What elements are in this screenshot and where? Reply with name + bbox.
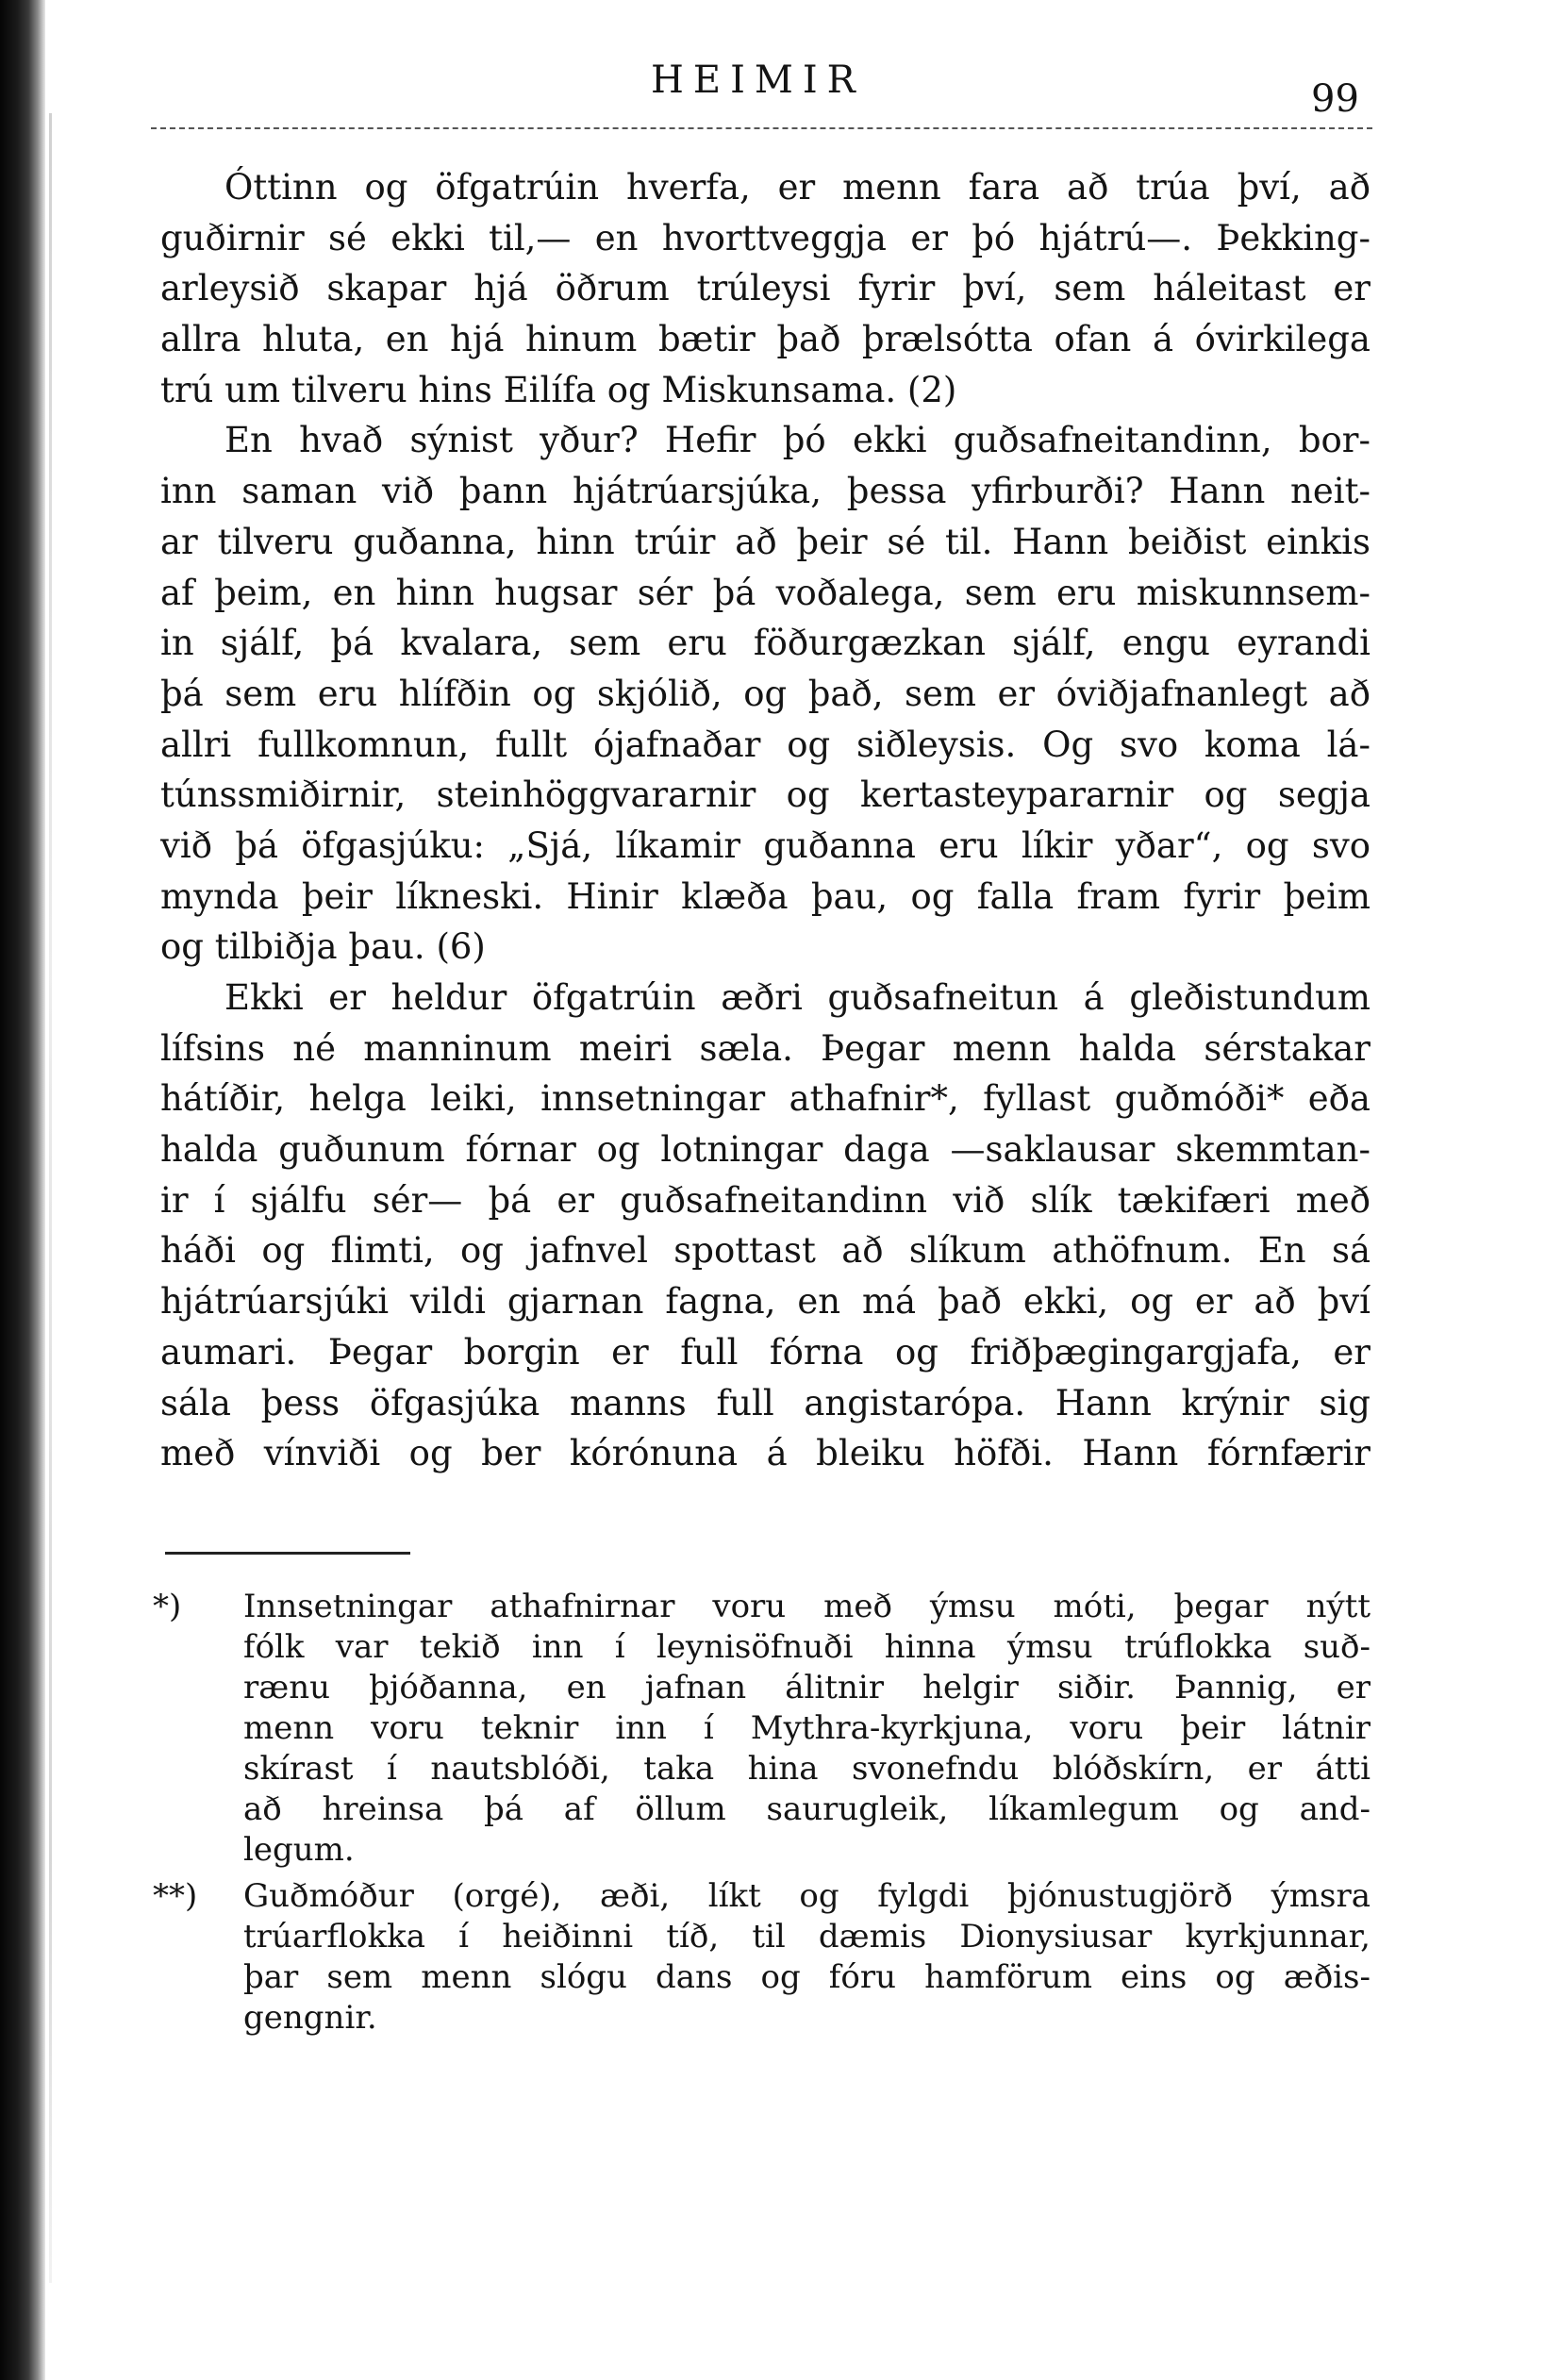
footnote-marker: *) [153,1588,182,1625]
body-line: háði og flimti, og jafnvel spottast að slíkum athöfnum. En sá [160,1230,1371,1272]
body-line: mynda þeir líkneski. Hinir klæða þau, og falla fram fyrir þeim [160,875,1371,917]
body-text [160,162,1371,1479]
body-line: þá sem eru hlífðin og skjólið, og það, sem er óviðjafnanlegt að [160,673,1371,714]
body-line: lífsins né manninum meiri sæla. Þegar menn halda sérstakar [160,1027,1371,1069]
body-line: Óttinn og öfgatrúin hverfa, er menn fara að trúa því, að [224,167,1371,208]
body-line: hátíðir, helga leiki, innsetningar athafnir*, fyllast guðmóði* eða [160,1078,1371,1120]
footnote-line: að hreinsa þá af öllum saurugleik, líkamlegum og and- [243,1790,1371,1828]
running-head-title: HEIMIR [651,58,865,102]
body-line: in sjálf, þá kvalara, sem eru föðurgæzkan sjálf, engu eyrandi [160,623,1371,664]
body-line: allra hluta, en hjá hinum bætir það þrælsótta ofan á óvirkilega [160,319,1371,360]
footnote-line: gengnir. [243,1999,377,2037]
body-line: trú um tilveru hins Eilífa og Miskunsama. (2) [160,369,957,410]
footnote-line: fólk var tekið inn í leynisöfnuði hinna ýmsu trúflokka suð- [243,1628,1371,1666]
footnote-line: Guðmóður (orgé), æði, líkt og fylgdi þjónustugjörð ýmsra [243,1877,1371,1915]
footnote-line: rænu þjóðanna, en jafnan álitnir helgir siðir. Þannig, er [243,1669,1371,1706]
header-rule [151,127,1372,129]
body-line: guðirnir sé ekki til,— en hvorttveggja er þó hjátrú—. Þekking- [160,217,1371,258]
running-head [0,58,1545,121]
body-line: með vínviði og ber kórónuna á bleiku höfði. Hann fórnfærir [160,1433,1371,1474]
footnote-line: menn voru teknir inn í Mythra-kyrkjuna, voru þeir látnir [243,1709,1371,1747]
body-line: ir í sjálfu sér— þá er guðsafneitandinn við slík tækifæri með [160,1179,1371,1221]
page-binding-shadow [0,0,45,2380]
body-line: Ekki er heldur öfgatrúin æðri guðsafneitun á gleðistundum [224,977,1371,1018]
body-line: við þá öfgasjúku: „Sjá, líkamir guðanna eru líkir yðar“, og svo [160,824,1371,866]
footnote-line: trúarflokka í heiðinni tíð, til dæmis Dionysiusar kyrkjunnar, [243,1918,1371,1956]
body-line: allri fullkomnun, fullt ójafnaðar og siðleysis. Og svo koma lá- [160,724,1371,765]
footnotes [153,1587,1371,2039]
body-line: arleysið skapar hjá öðrum trúleysi fyrir því, sem háleitast er [160,268,1371,309]
body-line: og tilbiðja þau. (6) [160,926,486,968]
body-line: inn saman við þann hjátrúarsjúka, þessa yfirburði? Hann neit- [160,471,1371,512]
footnote [153,1587,1371,1871]
body-line: af þeim, en hinn hugsar sér þá voðalega, sem eru miskunnsem- [160,572,1371,613]
body-line: ar tilveru guðanna, hinn trúir að þeir sé til. Hann beiðist einkis [160,521,1371,562]
body-line: hjátrúarsjúki vildi gjarnan fagna, en má það ekki, og er að því [160,1281,1371,1323]
body-line: halda guðunum fórnar og lotningar daga —saklausar skemmtan- [160,1129,1371,1171]
body-line: túnssmiðirnir, steinhöggvararnir og kertasteypararnir og segja [160,774,1371,816]
footnote-line: þar sem menn slógu dans og fóru hamförum eins og æðis- [243,1958,1371,1996]
footnote-rule [165,1552,410,1555]
body-line: aumari. Þegar borgin er full fórna og friðþægingargjafa, er [160,1331,1371,1373]
footnote-line: Innsetningar athafnirnar voru með ýmsu móti, þegar nýtt [243,1588,1371,1625]
binding-streak [49,113,52,2283]
body-line: sála þess öfgasjúka manns full angistarópa. Hann krýnir sig [160,1382,1371,1423]
footnote-line: skírast í nautsblóði, taka hina svonefndu blóðskírn, er átti [243,1750,1371,1788]
body-line: En hvað sýnist yður? Hefir þó ekki guðsafneitandinn, bor- [224,420,1371,461]
footnote-line: legum. [243,1831,355,1869]
footnote-marker: **) [153,1877,198,1915]
page-number: 99 [1311,77,1359,121]
footnote [153,1876,1371,2039]
